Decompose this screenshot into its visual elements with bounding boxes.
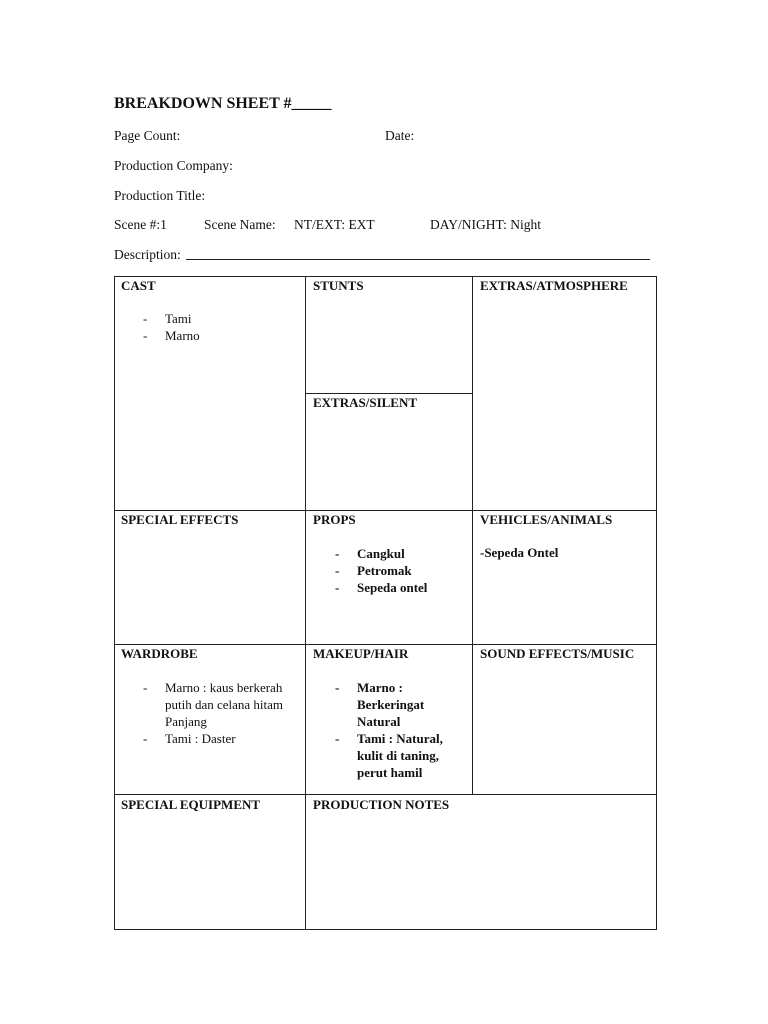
table-border-top [114, 276, 657, 277]
description-label: Description: [114, 247, 181, 262]
list-item: - Tami : Daster [143, 730, 298, 747]
makeup-hair-list [335, 679, 467, 781]
cast-list [143, 310, 293, 344]
stunts-divider [305, 393, 472, 394]
stunts-heading: STUNTS [313, 278, 364, 293]
sound-effects-music-heading: SOUND EFFECTS/MUSIC [480, 646, 635, 661]
table-border-left [114, 276, 115, 930]
cast-heading: CAST [121, 278, 156, 293]
list-item: - Tami [143, 310, 293, 327]
row-divider-1 [114, 510, 657, 511]
list-item: - Tami : Natural, kulit di taning, perut hamil [335, 730, 467, 781]
special-effects-heading: SPECIAL EFFECTS [121, 512, 239, 527]
extras-atmosphere-heading: EXTRAS/ATMOSPHERE [480, 278, 628, 293]
list-item: - Petromak [335, 562, 465, 579]
vehicles-animals-heading: VEHICLES/ANIMALS [480, 512, 613, 527]
table-border-bottom [114, 929, 657, 930]
special-equipment-heading: SPECIAL EQUIPMENT [121, 797, 261, 812]
production-company-label: Production Company: [114, 158, 233, 173]
description-underline [186, 259, 650, 260]
scene-name-label: Scene Name: [204, 217, 276, 232]
list-item: - Marno [143, 327, 293, 344]
wardrobe-list [143, 679, 298, 747]
props-heading: PROPS [313, 512, 356, 527]
table-border-right [656, 276, 657, 930]
row-divider-2 [114, 644, 657, 645]
list-item: - Cangkul [335, 545, 465, 562]
props-list [335, 545, 465, 596]
day-night-value: DAY/NIGHT: Night [430, 217, 541, 232]
row-divider-3 [114, 794, 657, 795]
production-notes-heading: PRODUCTION NOTES [313, 797, 450, 812]
makeup-hair-heading: MAKEUP/HAIR [313, 646, 409, 661]
list-item: - Sepeda ontel [335, 579, 465, 596]
vehicles-animals-item: -Sepeda Ontel [480, 545, 559, 560]
column-divider-1 [305, 276, 306, 930]
scene-number: Scene #:1 [114, 217, 167, 232]
list-item: - Marno : kaus berkerah putih dan celana hitam Panjang [143, 679, 298, 730]
list-item: - Marno : Berkeringat Natural [335, 679, 467, 730]
extras-silent-heading: EXTRAS/SILENT [313, 395, 418, 410]
production-title-label: Production Title: [114, 188, 206, 203]
date-label: Date: [385, 128, 415, 143]
page-count-label: Page Count: [114, 128, 181, 143]
nt-ext-value: NT/EXT: EXT [294, 217, 375, 232]
sheet-title: BREAKDOWN SHEET #_____ [114, 95, 332, 112]
column-divider-2 [472, 276, 473, 795]
wardrobe-heading: WARDROBE [121, 646, 198, 661]
